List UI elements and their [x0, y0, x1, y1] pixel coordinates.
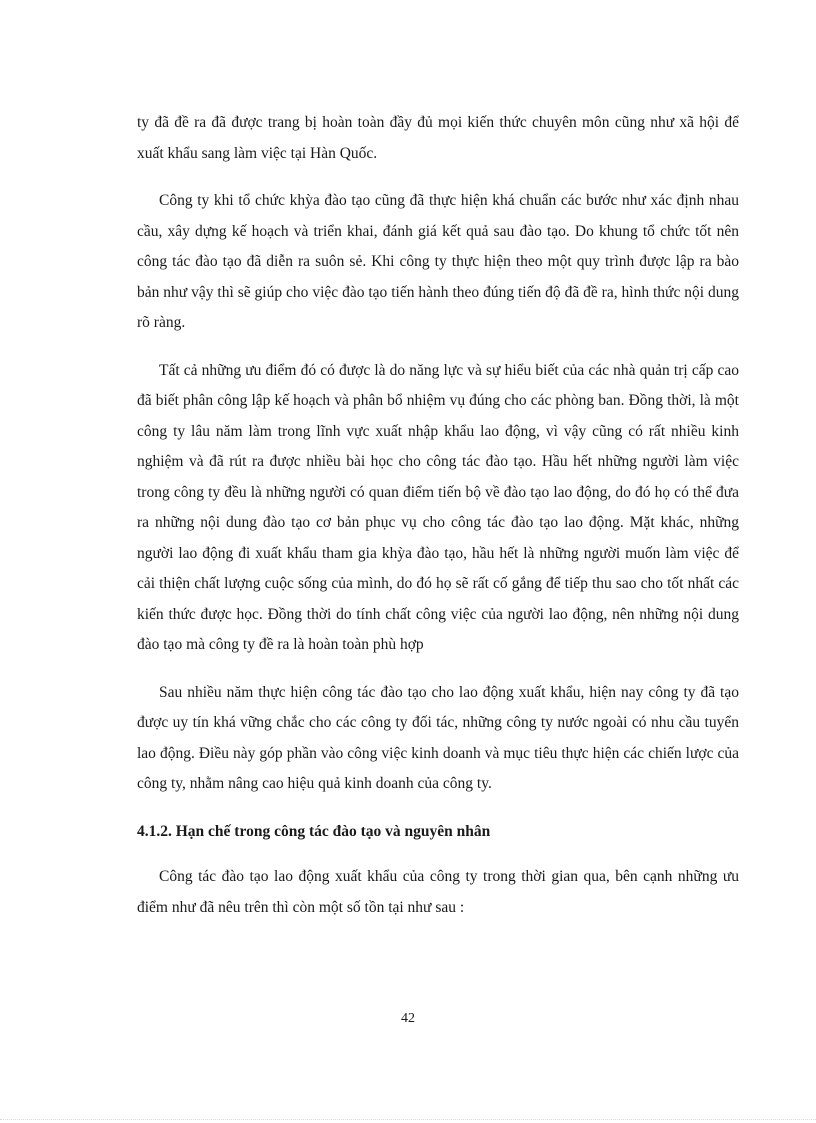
paragraph-strengths-reasons: Tất cả những ưu điểm đó có được là do năng lực và sự hiểu biết của các nhà quản trị cấp cao đã biết phân công lập kế hoạch và phân bổ nhiệm vụ đúng cho các phòng ban. Đồng thời, là một công ty lâu năm làm trong lĩnh vực xuất nhập khẩu lao động, vì vậy cũng có rất nhiều kinh nghiệm và đã rút ra được nhiều bài học cho công tác đào tạo. Hầu hết những người làm việc trong công ty đều là những người có quan điểm tiến bộ về đào tạo lao động, do đó họ có thể đưa ra những nội dung đào tạo cơ bản phục vụ cho công tác đào tạo lao động. Mặt khác, những người lao động đi xuất khẩu tham gia khỳa đào tạo, hầu hết là những người muốn làm việc để cải thiện chất lượng cuộc sống của mình, do đó họ sẽ rất cố gắng để tiếp thu sao cho tốt nhất các kiến thức được học. Đồng thời do tính chất công việc của người lao động, nên những nội dung đào tạo mà công ty đề ra là hoàn toàn phù hợp — [137, 361, 739, 653]
paragraph-continuation: ty đã đề ra đã được trang bị hoàn toàn đầy đủ mọi kiến thức chuyên môn cũng như xã hội để xuất khẩu sang làm việc tại Hàn Quốc. — [137, 114, 739, 162]
page-body — [137, 108, 739, 923]
paragraph-limitations-intro: Công tác đào tạo lao động xuất khẩu của công ty trong thời gian qua, bên cạnh những ưu điểm như đã nêu trên thì còn một số tồn tại như sau : — [137, 868, 739, 916]
paragraph-training-process: Công ty khi tổ chức khỳa đào tạo cũng đã thực hiện khá chuẩn các bước như xác định nhau cầu, xây dựng kế hoạch và triển khai, đánh giá kết quả sau đào tạo. Do khung tổ chức tốt nên công tác đào tạo đã diễn ra suôn sẻ. Khi công ty thực hiện theo một quy trình được lập ra bào bản như vậy thì sẽ giúp cho việc đào tạo tiến hành theo đúng tiến độ đã đề ra, hình thức nội dung rõ ràng. — [137, 192, 739, 331]
page-bottom-divider — [0, 1119, 816, 1120]
paragraph-reputation: Sau nhiều năm thực hiện công tác đào tạo cho lao động xuất khẩu, hiện nay công ty đã tạo được uy tín khá vững chắc cho các công ty đối tác, những công ty nước ngoài có nhu cầu tuyển lao động. Điều này góp phần vào công việc kinh doanh và mục tiêu thực hiện các chiến lược của công ty, nhằm nâng cao hiệu quả kinh doanh của công ty. — [137, 683, 739, 792]
section-heading: 4.1.2. Hạn chế trong công tác đào tạo và nguyên nhân — [137, 822, 491, 840]
page-number: 42 — [401, 1011, 415, 1026]
